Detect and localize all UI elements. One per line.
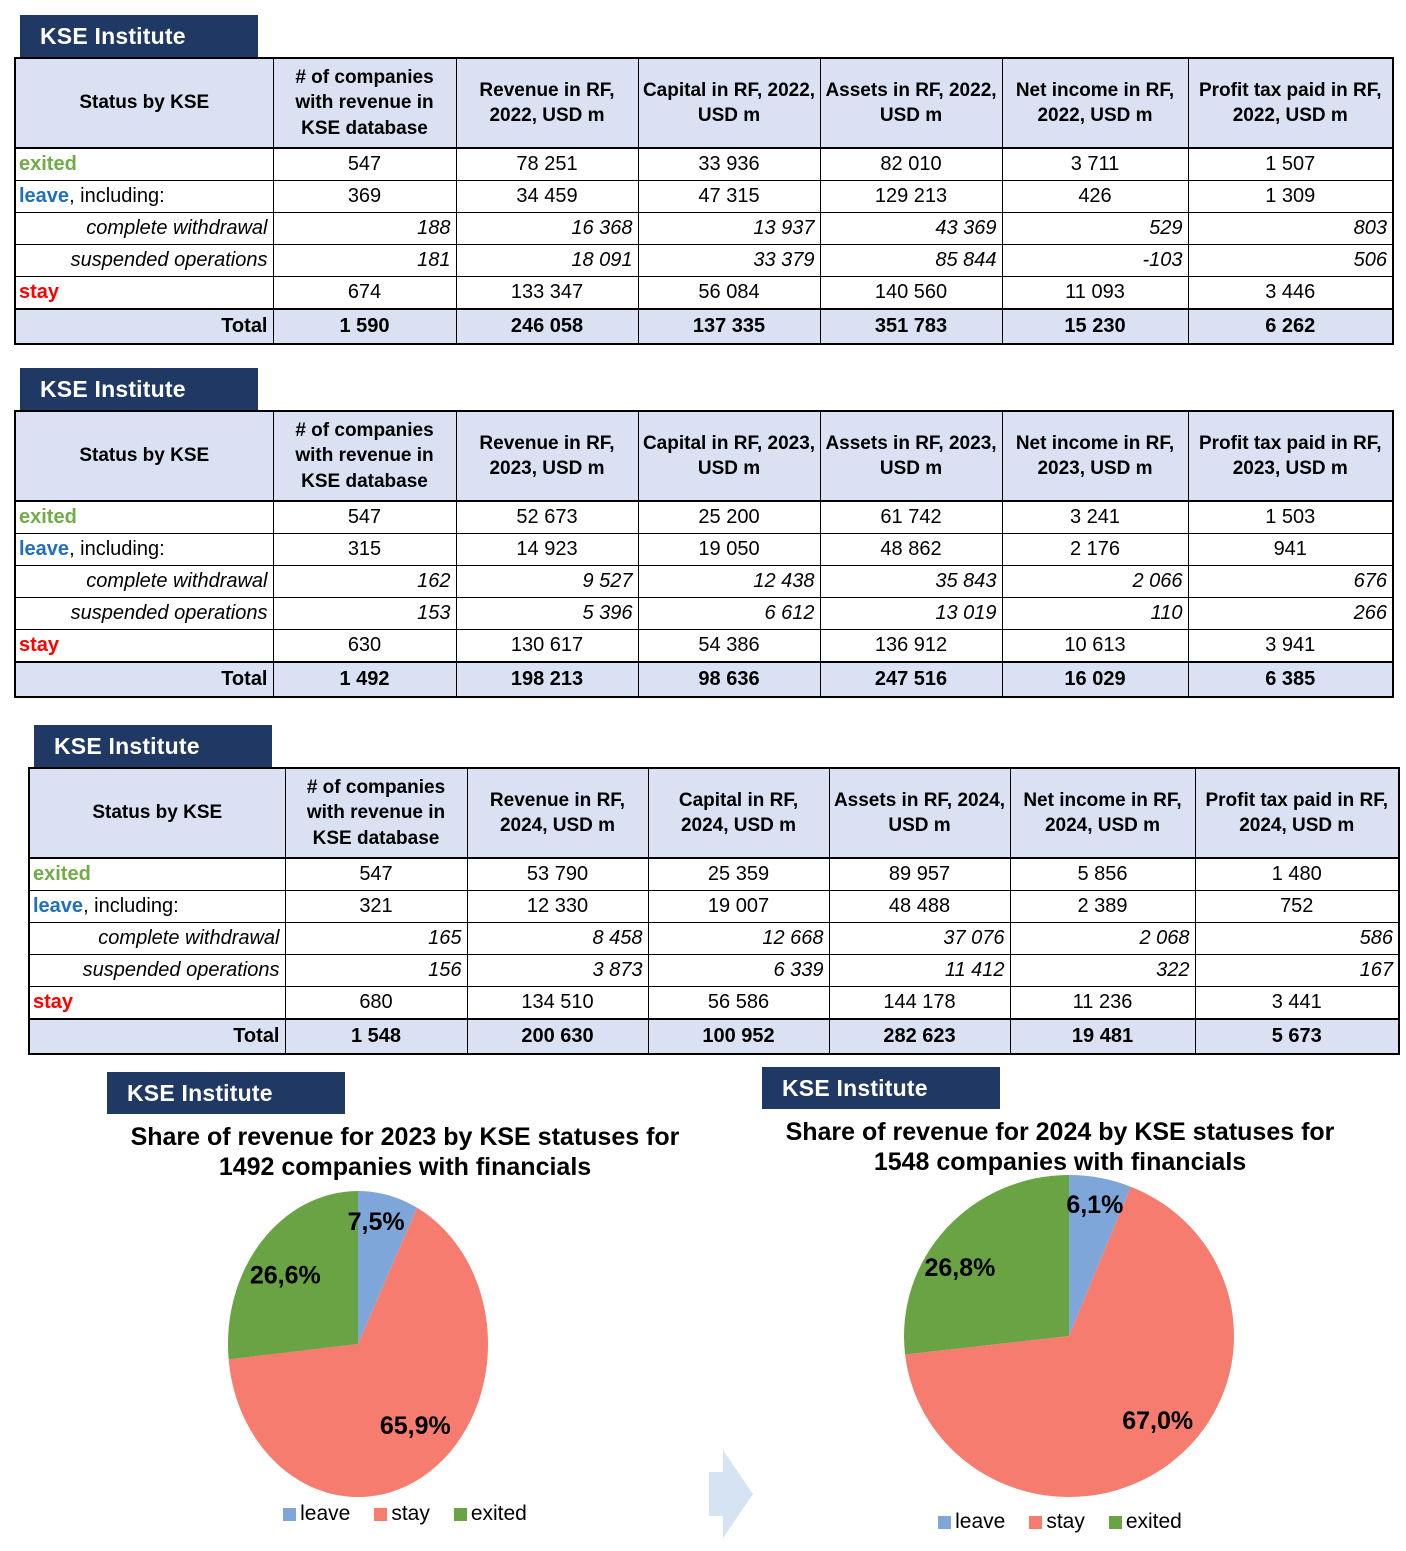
kse-institute-badge: KSE Institute [762,1067,1000,1109]
table-row [29,858,1399,891]
status-cell [15,501,273,534]
value-cell: 19 481 [1010,1019,1195,1054]
status-label-exited: exited [33,863,91,885]
value-cell: 35 843 [820,566,1002,598]
legend-item-stay [1029,1510,1085,1534]
value-cell: 33 379 [638,245,820,277]
value-cell: 82 010 [820,148,1002,181]
table-row [15,277,1393,310]
value-cell: 941 [1188,534,1393,566]
value-cell: 369 [273,181,456,213]
status-cell [15,148,273,181]
sub-status-label: complete withdrawal [15,566,273,598]
table-2022-body [15,148,1393,344]
table-row [29,923,1399,955]
header-row [29,768,1399,858]
table-row [29,955,1399,987]
value-cell: 2 176 [1002,534,1188,566]
value-cell: 25 200 [638,501,820,534]
table-2024-body [29,858,1399,1054]
value-cell: 426 [1002,181,1188,213]
value-cell: 52 673 [456,501,638,534]
column-header: Net income in RF, 2024, USD m [1010,768,1195,858]
column-header: Revenue in RF, 2023, USD m [456,411,638,501]
column-header: Status by KSE [15,58,273,148]
column-header: Revenue in RF, 2022, USD m [456,58,638,148]
pie-legend-2024 [760,1510,1360,1534]
column-header: Capital in RF, 2022, USD m [638,58,820,148]
legend-item-exited [454,1502,527,1526]
legend-item-exited [1109,1510,1182,1534]
value-cell: 3 711 [1002,148,1188,181]
status-label-rest: , including: [69,185,165,207]
value-cell: 16 368 [456,213,638,245]
column-header: Net income in RF, 2023, USD m [1002,411,1188,501]
table-2023 [14,410,1394,698]
value-cell: 200 630 [467,1019,648,1054]
value-cell: 1 548 [285,1019,467,1054]
charts-row [0,1067,1406,1551]
value-cell: 351 783 [820,309,1002,344]
value-cell: 586 [1195,923,1399,955]
value-cell: 133 347 [456,277,638,310]
value-cell: 506 [1188,245,1393,277]
value-cell: 61 742 [820,501,1002,534]
table-row [15,566,1393,598]
value-cell: 3 873 [467,955,648,987]
value-cell: 134 510 [467,987,648,1020]
value-cell: 2 068 [1010,923,1195,955]
value-cell: 13 937 [638,213,820,245]
value-cell: 136 912 [820,630,1002,663]
legend-swatch-exited [1109,1516,1122,1529]
value-cell: 156 [285,955,467,987]
column-header: # of companies with revenue in KSE database [285,768,467,858]
status-cell [29,858,285,891]
table-2022-header [15,58,1393,148]
value-cell: 19 007 [648,891,829,923]
value-cell: 48 862 [820,534,1002,566]
value-cell: 247 516 [820,662,1002,697]
value-cell: 140 560 [820,277,1002,310]
column-header: Assets in RF, 2024, USD m [829,768,1010,858]
pie-legend-2023 [105,1502,705,1526]
pie-2023 [223,1186,493,1502]
value-cell: 34 459 [456,181,638,213]
kse-institute-badge: KSE Institute [20,15,258,57]
column-header: Assets in RF, 2023, USD m [820,411,1002,501]
value-cell: 181 [273,245,456,277]
legend-label: leave [300,1502,351,1525]
chart-title-2023: Share of revenue for 2023 by KSE statuses for 1492 companies with financials [130,1123,680,1181]
table-row [15,181,1393,213]
column-header: Capital in RF, 2023, USD m [638,411,820,501]
value-cell: 130 617 [456,630,638,663]
total-label: Total [15,309,273,344]
value-cell: 6 385 [1188,662,1393,697]
value-cell: 15 230 [1002,309,1188,344]
table-row [15,148,1393,181]
sub-status-label: complete withdrawal [29,923,285,955]
value-cell: 18 091 [456,245,638,277]
value-cell: 676 [1188,566,1393,598]
value-cell: 56 084 [638,277,820,310]
table-2024 [28,767,1400,1055]
pie-chart-2024 [760,1067,1360,1533]
table-2023-header [15,411,1393,501]
pie-value-label-stay: 65,9% [379,1411,451,1440]
table-2023-body [15,501,1393,697]
status-label-stay: stay [19,281,60,303]
table-row [29,987,1399,1020]
value-cell: 5 856 [1010,858,1195,891]
value-cell: 529 [1002,213,1188,245]
status-label-stay: stay [33,991,74,1013]
table-row [29,1019,1399,1054]
table-row [15,534,1393,566]
value-cell: 198 213 [456,662,638,697]
status-cell [29,987,285,1020]
column-header: # of companies with revenue in KSE database [273,58,456,148]
table-row [15,662,1393,697]
value-cell: 37 076 [829,923,1010,955]
pie-value-label-leave: 7,5% [347,1208,405,1237]
table-row [15,309,1393,344]
value-cell: 674 [273,277,456,310]
column-header: Profit tax paid in RF, 2023, USD m [1188,411,1393,501]
value-cell: 85 844 [820,245,1002,277]
value-cell: 8 458 [467,923,648,955]
value-cell: 322 [1010,955,1195,987]
value-cell: 1 507 [1188,148,1393,181]
pie-value-label-exited: 26,6% [249,1261,321,1290]
value-cell: 547 [285,858,467,891]
value-cell: 5 396 [456,598,638,630]
status-label-leave: leave [19,185,70,207]
table-row [29,891,1399,923]
table-row [15,630,1393,663]
column-header: Revenue in RF, 2024, USD m [467,768,648,858]
legend-item-leave [283,1502,350,1526]
table-section-2023 [14,368,1406,698]
value-cell: 3 941 [1188,630,1393,663]
value-cell: 6 262 [1188,309,1393,344]
pie-value-label-stay: 67,0% [1122,1407,1194,1436]
column-header: Profit tax paid in RF, 2022, USD m [1188,58,1393,148]
legend-label: leave [955,1510,1006,1533]
column-header: Status by KSE [15,411,273,501]
value-cell: 315 [273,534,456,566]
sub-status-label: suspended operations [29,955,285,987]
status-label-exited: exited [19,506,77,528]
value-cell: 25 359 [648,858,829,891]
column-header: Net income in RF, 2022, USD m [1002,58,1188,148]
pie-2024 [899,1170,1239,1502]
status-cell [15,181,273,213]
value-cell: 6 339 [648,955,829,987]
value-cell: 78 251 [456,148,638,181]
status-cell [29,891,285,923]
column-header: Assets in RF, 2022, USD m [820,58,1002,148]
kse-institute-badge: KSE Institute [107,1072,345,1114]
value-cell: 6 612 [638,598,820,630]
value-cell: 3 241 [1002,501,1188,534]
value-cell: 188 [273,213,456,245]
value-cell: 53 790 [467,858,648,891]
status-cell [15,534,273,566]
status-label-leave: leave [19,538,70,560]
value-cell: 9 527 [456,566,638,598]
value-cell: 5 673 [1195,1019,1399,1054]
table-row [15,598,1393,630]
status-label-rest: , including: [69,538,165,560]
value-cell: 167 [1195,955,1399,987]
legend-swatch-leave [938,1516,951,1529]
status-label-leave: leave [33,895,84,917]
value-cell: 12 330 [467,891,648,923]
value-cell: 12 438 [638,566,820,598]
value-cell: 144 178 [829,987,1010,1020]
table-row [15,501,1393,534]
value-cell: 547 [273,501,456,534]
value-cell: 3 446 [1188,277,1393,310]
transition-arrow [709,1449,753,1544]
value-cell: 1 480 [1195,858,1399,891]
value-cell: 98 636 [638,662,820,697]
value-cell: 153 [273,598,456,630]
value-cell: 11 236 [1010,987,1195,1020]
value-cell: 1 492 [273,662,456,697]
column-header: # of companies with revenue in KSE database [273,411,456,501]
legend-swatch-stay [1029,1516,1042,1529]
chart-title-2024: Share of revenue for 2024 by KSE statuses for 1548 companies with financials [785,1118,1335,1176]
value-cell: 33 936 [638,148,820,181]
value-cell: 110 [1002,598,1188,630]
sub-status-label: suspended operations [15,598,273,630]
value-cell: 48 488 [829,891,1010,923]
value-cell: 1 503 [1188,501,1393,534]
sub-status-label: suspended operations [15,245,273,277]
value-cell: 752 [1195,891,1399,923]
value-cell: 803 [1188,213,1393,245]
legend-swatch-stay [374,1508,387,1521]
value-cell: 100 952 [648,1019,829,1054]
table-row [15,213,1393,245]
value-cell: 54 386 [638,630,820,663]
table-section-2024 [28,725,1406,1055]
value-cell: 282 623 [829,1019,1010,1054]
status-cell [15,277,273,310]
kse-institute-badge: KSE Institute [34,725,272,767]
table-2024-header [29,768,1399,858]
value-cell: 3 441 [1195,987,1399,1020]
value-cell: 266 [1188,598,1393,630]
value-cell: 246 058 [456,309,638,344]
value-cell: 2 066 [1002,566,1188,598]
value-cell: 12 668 [648,923,829,955]
value-cell: 165 [285,923,467,955]
table-row [15,245,1393,277]
legend-label: stay [1046,1510,1085,1533]
value-cell: 16 029 [1002,662,1188,697]
status-cell [15,630,273,663]
column-header: Profit tax paid in RF, 2024, USD m [1195,768,1399,858]
status-label-stay: stay [19,634,60,656]
value-cell: 11 093 [1002,277,1188,310]
header-row [15,411,1393,501]
pie-value-label-exited: 26,8% [924,1254,996,1283]
value-cell: 89 957 [829,858,1010,891]
value-cell: 47 315 [638,181,820,213]
value-cell: 321 [285,891,467,923]
status-label-exited: exited [19,153,77,175]
total-label: Total [15,662,273,697]
column-header: Capital in RF, 2024, USD m [648,768,829,858]
kse-institute-badge: KSE Institute [20,368,258,410]
value-cell: 1 590 [273,309,456,344]
status-label-rest: , including: [83,895,179,917]
header-row [15,58,1393,148]
table-2022 [14,57,1394,345]
value-cell: -103 [1002,245,1188,277]
legend-item-stay [374,1502,430,1526]
value-cell: 162 [273,566,456,598]
sub-status-label: complete withdrawal [15,213,273,245]
value-cell: 129 213 [820,181,1002,213]
value-cell: 2 389 [1010,891,1195,923]
value-cell: 13 019 [820,598,1002,630]
value-cell: 56 586 [648,987,829,1020]
right-arrow-icon [709,1449,753,1539]
value-cell: 14 923 [456,534,638,566]
value-cell: 43 369 [820,213,1002,245]
legend-label: stay [391,1502,430,1525]
legend-label: exited [470,1502,527,1525]
value-cell: 19 050 [638,534,820,566]
column-header: Status by KSE [29,768,285,858]
pie-value-label-leave: 6,1% [1066,1191,1124,1220]
value-cell: 137 335 [638,309,820,344]
value-cell: 630 [273,630,456,663]
value-cell: 680 [285,987,467,1020]
pie-chart-2023 [105,1072,705,1525]
value-cell: 10 613 [1002,630,1188,663]
value-cell: 547 [273,148,456,181]
legend-item-leave [938,1510,1005,1534]
legend-label: exited [1125,1510,1182,1533]
table-section-2022 [14,0,1406,345]
value-cell: 1 309 [1188,181,1393,213]
right-arrow-shape [709,1450,753,1538]
legend-swatch-leave [283,1508,296,1521]
legend-swatch-exited [454,1508,467,1521]
value-cell: 11 412 [829,955,1010,987]
total-label: Total [29,1019,285,1054]
